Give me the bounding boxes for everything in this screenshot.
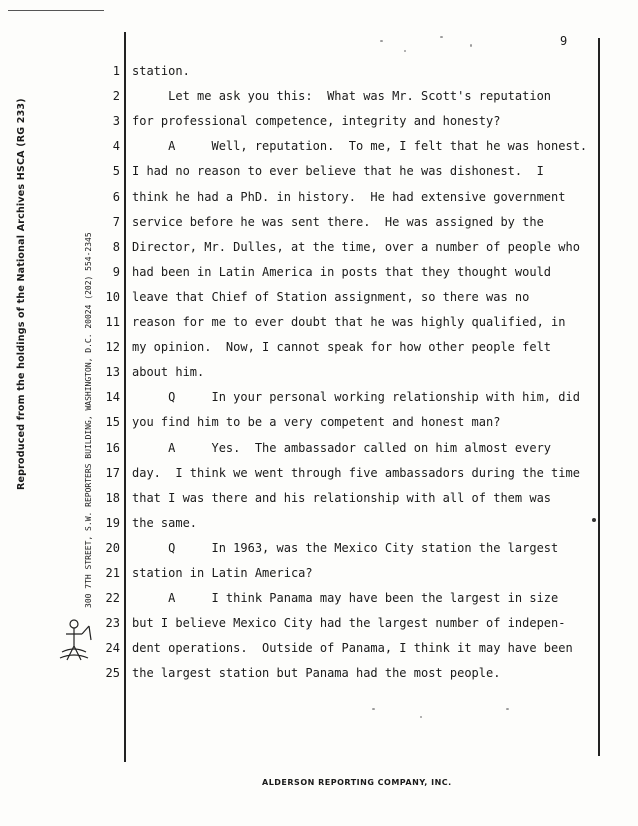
transcript-line: A Yes. The ambassador called on him almost every bbox=[132, 441, 552, 455]
transcript-line: for professional competence, integrity and honesty? bbox=[132, 114, 501, 128]
line-number: 4 bbox=[112, 139, 120, 153]
line-number: 12 bbox=[105, 340, 120, 354]
transcript-line: Director, Mr. Dulles, at the time, over a number of people who bbox=[132, 240, 580, 254]
transcript-line: station in Latin America? bbox=[132, 566, 313, 580]
transcript-line: A I think Panama may have been the largest in size bbox=[132, 591, 559, 605]
scan-speck bbox=[420, 716, 422, 718]
line-number: 2 bbox=[112, 89, 120, 103]
transcript-line: service before he was sent there. He was assigned by the bbox=[132, 215, 544, 229]
transcript-line: leave that Chief of Station assignment, so there was no bbox=[132, 290, 530, 304]
line-number: 16 bbox=[105, 441, 120, 455]
line-number: 1 bbox=[112, 64, 120, 78]
transcript-line: you find him to be a very competent and honest man? bbox=[132, 415, 501, 429]
line-number: 23 bbox=[105, 616, 120, 630]
scan-speck bbox=[470, 44, 472, 47]
transcript-line: Q In 1963, was the Mexico City station the largest bbox=[132, 541, 559, 555]
line-number: 7 bbox=[112, 215, 120, 229]
scan-speck bbox=[372, 708, 375, 710]
line-number: 6 bbox=[112, 190, 120, 204]
line-number: 9 bbox=[112, 265, 120, 279]
reporter-seal-icon bbox=[58, 616, 94, 664]
top-rule bbox=[8, 10, 104, 11]
transcript-line: but I believe Mexico City had the largest number of indepen- bbox=[132, 616, 566, 630]
transcript-line: station. bbox=[132, 64, 190, 78]
transcript-line: about him. bbox=[132, 365, 205, 379]
line-number: 17 bbox=[105, 466, 120, 480]
line-number: 10 bbox=[105, 290, 120, 304]
line-number: 8 bbox=[112, 240, 120, 254]
reporter-address: 300 7TH STREET, S.W. REPORTERS BUILDING, WASHINGTON, D.C. 20024 (202) 554-2345 bbox=[84, 232, 93, 608]
scan-speck bbox=[380, 40, 383, 42]
line-number: 11 bbox=[105, 315, 120, 329]
line-number: 13 bbox=[105, 365, 120, 379]
line-number: 22 bbox=[105, 591, 120, 605]
scan-speck bbox=[506, 708, 509, 710]
transcript-line: Let me ask you this: What was Mr. Scott's reputation bbox=[132, 89, 552, 103]
transcript-line: reason for me to ever doubt that he was highly qualified, in bbox=[132, 315, 566, 329]
transcript-line: the same. bbox=[132, 516, 198, 530]
line-number: 19 bbox=[105, 516, 120, 530]
line-number: 20 bbox=[105, 541, 120, 555]
transcript-line: I had no reason to ever believe that he was dishonest. I bbox=[132, 164, 544, 178]
transcript-line: my opinion. Now, I cannot speak for how other people felt bbox=[132, 340, 552, 354]
transcript-line: had been in Latin America in posts that they thought would bbox=[132, 265, 552, 279]
transcript-line: the largest station but Panama had the most people. bbox=[132, 666, 501, 680]
line-number: 3 bbox=[112, 114, 120, 128]
scan-speck bbox=[404, 50, 406, 52]
transcript-line: that I was there and his relationship with all of them was bbox=[132, 491, 552, 505]
scan-speck bbox=[440, 36, 443, 38]
transcript-line: Q In your personal working relationship with him, did bbox=[132, 390, 580, 404]
transcript-line: dent operations. Outside of Panama, I think it may have been bbox=[132, 641, 573, 655]
line-number: 15 bbox=[105, 415, 120, 429]
scan-speck bbox=[592, 518, 596, 522]
line-number: 5 bbox=[112, 164, 120, 178]
line-number: 18 bbox=[105, 491, 120, 505]
page-number: 9 bbox=[560, 34, 568, 48]
line-number: 24 bbox=[105, 641, 120, 655]
transcript-line: think he had a PhD. in history. He had extensive government bbox=[132, 190, 566, 204]
archive-side-note: Reproduced from the holdings of the National Archives HSCA (RG 233) bbox=[16, 98, 27, 490]
transcript-line: A Well, reputation. To me, I felt that he was honest. bbox=[132, 139, 588, 153]
line-number: 25 bbox=[105, 666, 120, 680]
reporting-company-footer: ALDERSON REPORTING COMPANY, INC. bbox=[262, 778, 452, 787]
left-margin-rule bbox=[124, 32, 126, 762]
line-number: 14 bbox=[105, 390, 120, 404]
transcript-line: day. I think we went through five ambassadors during the time bbox=[132, 466, 580, 480]
line-number: 21 bbox=[105, 566, 120, 580]
